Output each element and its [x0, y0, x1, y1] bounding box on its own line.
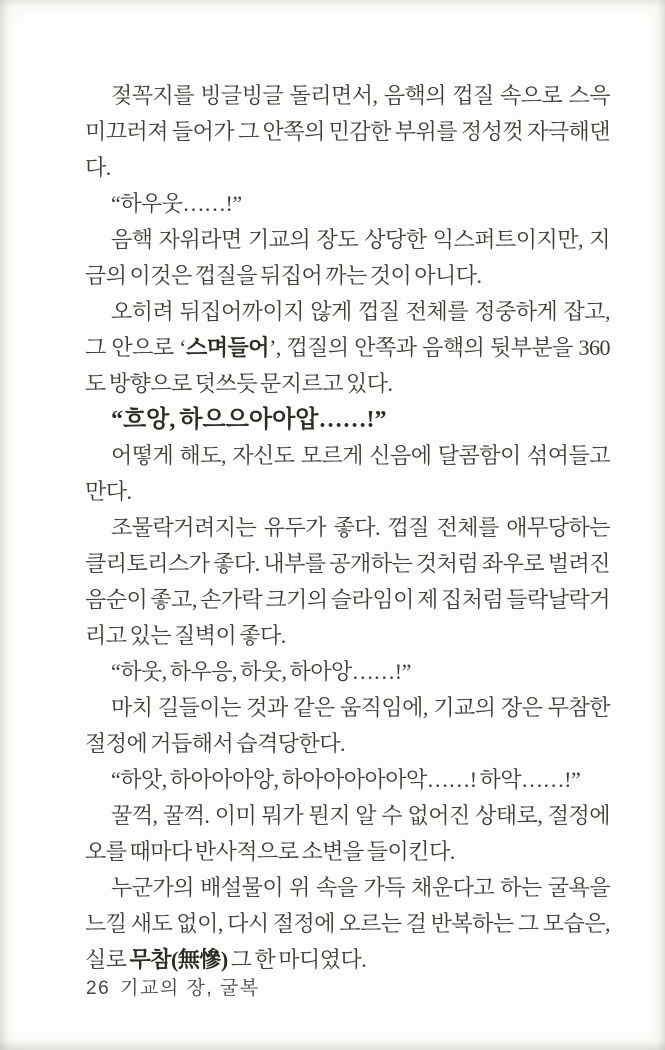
- dialogue-paragraph: [85, 654, 610, 690]
- page-footer: [86, 973, 260, 1000]
- text-segment: 누군가의 배설물이 위 속을 가득 채운다고 하는 굴욕을 느낄 새도 없이, 다시 절정에 오르는 걸 반복하는 그 모습은, 실로: [85, 875, 610, 972]
- text-segment: 음핵 자위라면 기교의 장도 상당한 익스퍼트이지만, 지금의 이것은 껍질을 뒤집어 까는 것이 아니다.: [85, 227, 610, 288]
- text-segment: 어떻게 해도, 자신도 모르게 신음에 달콤함이 섞여들고 만다.: [85, 443, 610, 504]
- scan-edge-shadow-bottom: [0, 1040, 665, 1050]
- chapter-title: 기교의 장, 굴복: [120, 978, 260, 999]
- body-paragraph: [85, 510, 610, 654]
- text-segment: “하우웃……!”: [111, 191, 242, 216]
- text-body: [85, 78, 610, 978]
- dialogue-paragraph: [85, 402, 610, 438]
- text-segment: 꿀꺽, 꿀꺽. 이미 뭐가 뭔지 알 수 없어진 상태로, 절정에 오를 때마다 반사적으로 소변을 들이킨다.: [85, 803, 610, 864]
- text-segment: ’, 껍질의 안쪽과 음핵의 뒷부분을 360도 방향으로 덧쓰듯 문지르고 있다.: [85, 335, 610, 396]
- text-segment: “하웃, 하우응, 하웃, 하아앙……!”: [111, 659, 411, 684]
- text-segment: “하앗, 하아아아앙, 하아아아아아악……! 하악……!”: [111, 767, 581, 792]
- body-paragraph: [85, 222, 610, 294]
- dialogue-paragraph: [85, 762, 610, 798]
- emphasized-text: “흐앙, 하으으아아압……!”: [111, 407, 387, 433]
- text-segment: 마치 길들이는 것과 같은 움직임에, 기교의 장은 무참한 절정에 거듭해서 습격당한다.: [85, 695, 610, 756]
- dialogue-paragraph: [85, 186, 610, 222]
- body-paragraph: [85, 78, 610, 186]
- text-segment: 젖꼭지를 빙글빙글 돌리면서, 음핵의 껍질 속으로 스윽 미끄러져 들어가 그 안쪽의 민감한 부위를 정성껏 자극해댄다.: [85, 83, 610, 180]
- body-paragraph: [85, 798, 610, 870]
- scan-edge-shadow-left: [0, 0, 9, 1050]
- scan-edge-shadow-top: [0, 0, 665, 6]
- body-paragraph: [85, 438, 610, 510]
- emphasized-text: 스며들어: [186, 335, 270, 360]
- text-segment: 오히려 뒤집어까이지 않게 껍질 전체를 정중하게 잡고, 그 안으로 ‘: [85, 299, 610, 360]
- page-number: 26: [86, 978, 111, 999]
- body-paragraph: [85, 870, 610, 978]
- scan-edge-shadow-right: [658, 0, 665, 1050]
- text-segment: 조물락거려지는 유두가 좋다. 껍질 전체를 애무당하는 클리토리스가 좋다. 내부를 공개하는 것처럼 좌우로 벌려진 음순이 좋고, 손가락 크기의 슬라임이 제 집처럼 들락날락거리고 있는 질벽이 좋다.: [85, 515, 610, 648]
- text-segment: 그 한 마디였다.: [227, 947, 367, 972]
- body-paragraph: [85, 294, 610, 402]
- body-paragraph: [85, 690, 610, 762]
- emphasized-text: 무참(無慘): [129, 947, 228, 972]
